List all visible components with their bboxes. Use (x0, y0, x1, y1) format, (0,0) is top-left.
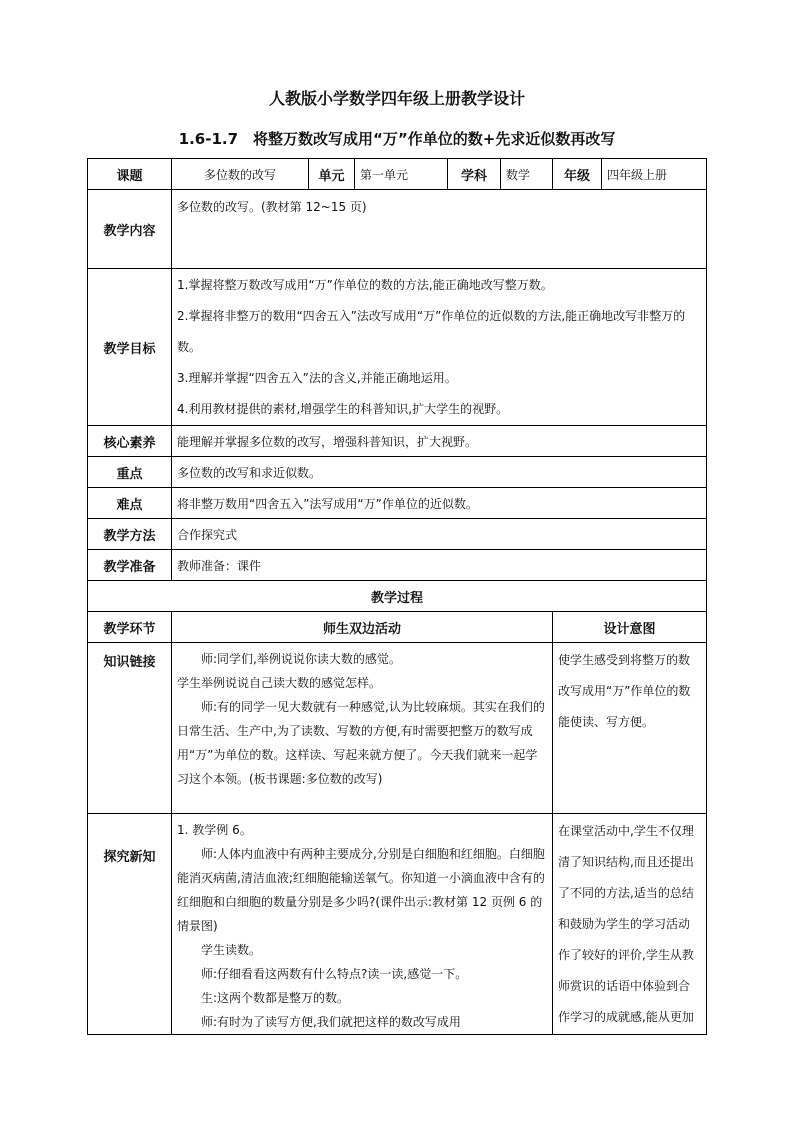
topic-value: 多位数的改写 (172, 159, 309, 190)
difficult-label: 难点 (88, 488, 172, 519)
process-row-explore (88, 814, 707, 1035)
method-label: 教学方法 (88, 519, 172, 550)
activity-paragraph: 学生读数。 (201, 943, 262, 957)
key-value: 多位数的改写和求近似数。 (172, 457, 707, 488)
stage-label: 探究新知 (88, 814, 172, 1035)
info-row (88, 159, 707, 190)
topic-label: 课题 (88, 159, 172, 190)
goal-item: 4.利用教材提供的素材,增强学生的科普知识,扩大学生的视野。 (177, 401, 509, 416)
activity-paragraph: 师:仔细看看这两数有什么特点?读一读,感觉一下。 (201, 967, 468, 981)
process-title-row (88, 581, 707, 612)
stage-label: 知识链接 (88, 643, 172, 814)
core-row (88, 426, 707, 457)
activity-paragraph: 师:有的同学一见大数就有一种感觉,认为比较麻烦。其实在我们的日常生活、生产中,为了读数、写数的方便,有时需要把整万的数写成用“万”为单位的数。这样读、写起来就方便了。今天我们就来一起学习这个本领。(板书课题:多位数的改写) (177, 700, 545, 786)
core-label: 核心素养 (88, 426, 172, 457)
process-title: 教学过程 (88, 581, 707, 612)
activity-cell (172, 643, 553, 814)
lesson-title: 1.6-1.7 将整万数改写成用“万”作单位的数+先求近似数再改写 (178, 130, 616, 148)
difficult-row (88, 488, 707, 519)
goals-label: 教学目标 (88, 269, 172, 426)
content-value: 多位数的改写。(教材第 12~15 页) (172, 190, 707, 269)
activity-paragraph: 学生举例说说自己读大数的感觉怎样。 (177, 676, 382, 690)
goals-row (88, 269, 707, 426)
prep-value: 教师准备：课件 (172, 550, 707, 581)
method-value: 合作探究式 (172, 519, 707, 550)
design-cell: 在课堂活动中,学生不仅理清了知识结构,而且还提出了不同的方法,适当的总结和鼓励为学生的学习活动作了较好的评价,学生从教师赏识的话语中体验到合作学习的成就感,能从更加 (553, 814, 707, 1035)
activity-paragraph: 师:同学们,举例说说你读大数的感觉。 (201, 652, 401, 666)
col-design-header: 设计意图 (553, 612, 707, 643)
subject-label: 学科 (448, 159, 501, 190)
activity-paragraph: 师:有时为了读写方便,我们就把这样的数改写成用 (201, 1015, 461, 1029)
content-label: 教学内容 (88, 190, 172, 269)
goal-item: 1.掌握将整万数改写成用“万”作单位的数的方法,能正确地改写整万数。 (177, 277, 553, 292)
activity-cell (172, 814, 553, 1035)
prep-row (88, 550, 707, 581)
activity-paragraph: 1. 教学例 6。 (177, 823, 252, 837)
goal-item: 3.理解并掌握“四舍五入”法的含义,并能正确地运用。 (177, 370, 457, 385)
key-label: 重点 (88, 457, 172, 488)
process-row-knowledge (88, 643, 707, 814)
unit-value: 第一单元 (355, 159, 448, 190)
grade-label: 年级 (553, 159, 602, 190)
activity-paragraph: 师:人体内血液中有两种主要成分,分别是白细胞和红细胞。白细胞能消灭病菌,清洁血液;红细胞能输送氧气。你知道一小滴血液中含有的红细胞和白细胞的数量分别是多少吗?(课件出示:教材第 12 页例 6 的情景图) (177, 847, 545, 933)
unit-label: 单元 (309, 159, 355, 190)
prep-label: 教学准备 (88, 550, 172, 581)
difficult-value: 将非整万数用“四舍五入”法写成用“万”作单位的近似数。 (172, 488, 707, 519)
subject-value: 数学 (501, 159, 553, 190)
page-title: 人教版小学数学四年级上册教学设计 (268, 89, 525, 108)
lesson-plan-table (87, 158, 707, 1035)
col-stage-header: 教学环节 (88, 612, 172, 643)
key-row (88, 457, 707, 488)
content-row (88, 190, 707, 269)
goal-item: 2.掌握将非整万的数用“四舍五入”法改写成用“万”作单位的近似数的方法,能正确地改写非整万的数。 (177, 308, 686, 354)
activity-paragraph: 生:这两个数都是整万的数。 (201, 991, 350, 1005)
grade-value: 四年级上册 (602, 159, 707, 190)
process-header-row (88, 612, 707, 643)
method-row (88, 519, 707, 550)
core-value: 能理解并掌握多位数的改写，增强科普知识，扩大视野。 (172, 426, 707, 457)
col-activity-header: 师生双边活动 (172, 612, 553, 643)
design-cell: 使学生感受到将整万的数改写成用“万”作单位的数能使读、写方便。 (553, 643, 707, 814)
goals-list (172, 269, 707, 426)
